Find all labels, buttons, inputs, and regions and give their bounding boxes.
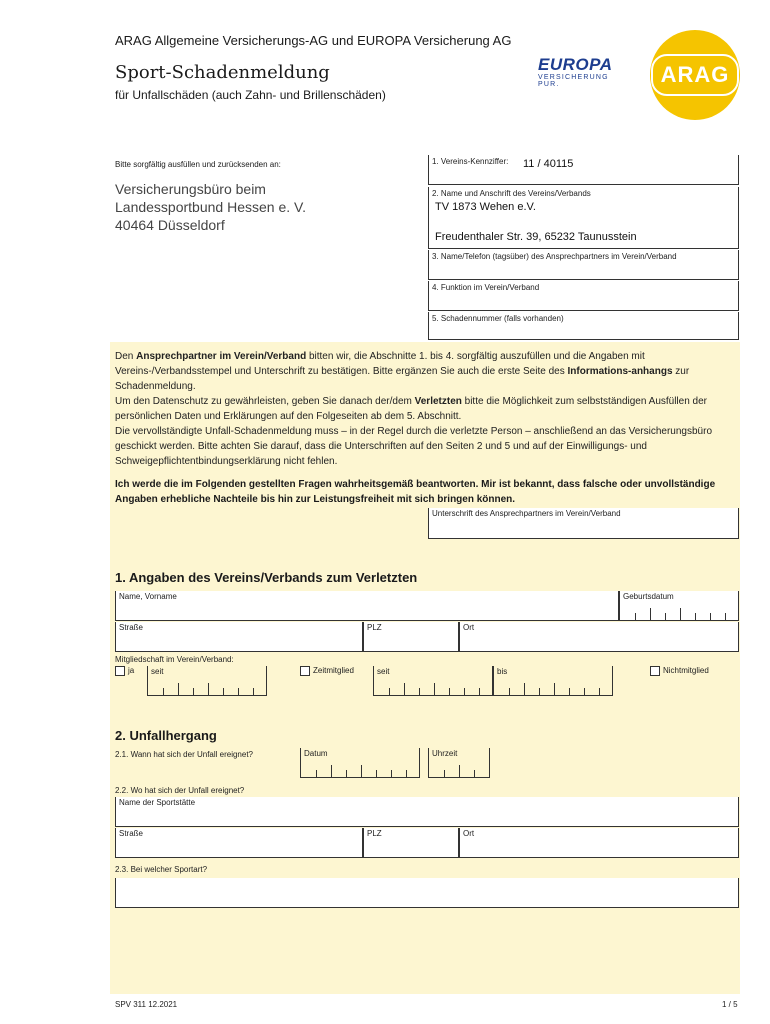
- info-paragraph-3: Die vervollständigte Unfall-Schadenmeldung muss – in der Regel durch die verletzte Person – anschließend an das Versicherungsbüro geschickt werden. Bitte achten Sie darauf, dass die Unterschriften auf den Seiten 2 und 5 und auf der Einwilligungs- und Schweigepflichtentbindungserklärung nicht fehlen.: [115, 426, 713, 467]
- signature-label: Unterschrift des Ansprechpartners im Verein/Verband: [432, 509, 621, 518]
- injured-street-field[interactable]: [115, 622, 363, 652]
- injured-ort-label: Ort: [463, 623, 475, 632]
- nichtmitglied-checkbox[interactable]: [650, 666, 660, 676]
- injured-name-label: Name, Vorname: [119, 592, 177, 601]
- birth-date-field[interactable]: [619, 591, 739, 621]
- recipient-line-3: 40464 Düsseldorf: [115, 217, 225, 233]
- member-since-field[interactable]: [147, 666, 267, 696]
- europa-logo-word: EUROPA: [538, 55, 613, 74]
- company-line: ARAG Allgemeine Versicherungs-AG und EUROPA Versicherung AG: [115, 33, 512, 48]
- club-name-address-label: 2. Name und Anschrift des Vereins/Verbands: [432, 189, 591, 198]
- temp-member-until-label: bis: [497, 667, 508, 676]
- question-2-1: 2.1. Wann hat sich der Unfall ereignet?: [115, 750, 254, 759]
- club-function-label: 4. Funktion im Verein/Verband: [432, 283, 540, 292]
- page-number: 1 / 5: [722, 1000, 738, 1009]
- info-paragraph-2: Um den Datenschutz zu gewährleisten, geben Sie danach der/dem Verletzten bitte die Möglichkeit zum selbstständigen Ausfüllen der persönlichen Daten und Erklärungen auf den Folgeseiten ab dem 5. Abschnitt.: [115, 396, 708, 422]
- form-subtitle: für Unfallschäden (auch Zahn- und Brillenschäden): [115, 88, 386, 102]
- membership-nicht-option[interactable]: [650, 666, 709, 676]
- accident-time-label: Uhrzeit: [432, 749, 458, 758]
- temp-member-since-label: seit: [377, 667, 390, 676]
- sports-venue-label: Name der Sportstätte: [119, 798, 196, 807]
- ja-checkbox[interactable]: [115, 666, 125, 676]
- club-id-field[interactable]: [428, 155, 739, 185]
- injured-street-label: Straße: [119, 623, 144, 632]
- club-function-field[interactable]: [428, 281, 739, 311]
- club-name-address-field[interactable]: [428, 187, 739, 249]
- zeitmitglied-checkbox[interactable]: [300, 666, 310, 676]
- injured-plz-field[interactable]: [363, 622, 459, 652]
- accident-date-ticks: [301, 769, 419, 777]
- temp-member-since-field[interactable]: [373, 666, 493, 696]
- sport-type-field[interactable]: [115, 878, 739, 908]
- venue-plz-field[interactable]: [363, 828, 459, 858]
- signature-field[interactable]: [428, 508, 739, 539]
- declaration-text: Ich werde die im Folgenden gestellten Fragen wahrheitsgemäß beantworten. Mir ist bekannt, dass falsche oder unvollständige Angaben erhebliche Nachteile bis hin zur Leistungsfreiheit mit sich bringen können.: [115, 479, 716, 505]
- membership-label: Mitgliedschaft im Verein/Verband:: [115, 655, 234, 664]
- membership-zeit-option[interactable]: [300, 666, 354, 676]
- injured-plz-label: PLZ: [367, 623, 382, 632]
- recipient-label: Bitte sorgfältig ausfüllen und zurücksenden an:: [115, 160, 281, 169]
- venue-plz-label: PLZ: [367, 829, 382, 838]
- club-address-value: Freudenthaler Str. 39, 65232 Taunusstein: [435, 231, 637, 243]
- club-name-value: TV 1873 Wehen e.V.: [435, 201, 536, 213]
- birth-date-ticks: [620, 612, 738, 620]
- question-2-3: 2.3. Bei welcher Sportart?: [115, 865, 208, 874]
- claim-number-label: 5. Schadennummer (falls vorhanden): [432, 314, 564, 323]
- venue-ort-label: Ort: [463, 829, 475, 838]
- accident-date-field[interactable]: [300, 748, 420, 778]
- contact-person-field[interactable]: [428, 250, 739, 280]
- ja-label: ja: [128, 666, 135, 676]
- section-2-heading: 2. Unfallhergang: [115, 728, 217, 743]
- europa-logo: [538, 56, 626, 88]
- temp-until-ticks: [494, 687, 612, 695]
- info-paragraph-1: Den Ansprechpartner im Verein/Verband bitten wir, die Abschnitte 1. bis 4. sorgfältig auszufüllen und die Angaben mit Vereins-/Verbandsstempel und Unterschrift zu bestätigen. Bitte ergänzen Sie auch die erste Seite des Informations-anhangs zur Schadenmeldung.: [115, 351, 690, 392]
- arag-logo-word: ARAG: [651, 54, 740, 96]
- club-id-label: 1. Vereins-Kennziffer:: [432, 157, 509, 166]
- accident-time-field[interactable]: [428, 748, 490, 778]
- accident-date-label: Datum: [304, 749, 328, 758]
- venue-ort-field[interactable]: [459, 828, 739, 858]
- form-code: SPV 311 12.2021: [115, 1000, 178, 1009]
- temp-since-ticks: [374, 687, 492, 695]
- question-2-2: 2.2. Wo hat sich der Unfall ereignet?: [115, 786, 245, 795]
- europa-logo-tagline: VERSICHERUNG PUR.: [538, 74, 609, 88]
- recipient-line-1: Versicherungsbüro beim: [115, 181, 266, 197]
- form-title: Sport-Schadenmeldung: [115, 62, 330, 83]
- member-since-label: seit: [151, 667, 164, 676]
- member-since-ticks: [148, 687, 266, 695]
- temp-member-until-field[interactable]: [493, 666, 613, 696]
- claim-number-field[interactable]: [428, 312, 739, 340]
- venue-street-label: Straße: [119, 829, 144, 838]
- club-id-value: 11 / 40115: [523, 158, 574, 170]
- injured-ort-field[interactable]: [459, 622, 739, 652]
- venue-street-field[interactable]: [115, 828, 363, 858]
- contact-person-label: 3. Name/Telefon (tagsüber) des Ansprechpartners im Verein/Verband: [432, 252, 677, 261]
- nichtmitglied-label: Nichtmitglied: [663, 666, 709, 676]
- membership-ja-option[interactable]: [115, 666, 134, 676]
- birth-date-label: Geburtsdatum: [623, 592, 674, 601]
- accident-time-ticks: [429, 769, 489, 777]
- info-text: [115, 349, 735, 469]
- injured-name-field[interactable]: [115, 591, 619, 621]
- arag-logo: [650, 30, 740, 120]
- sports-venue-field[interactable]: [115, 797, 739, 827]
- recipient-address: [115, 180, 306, 234]
- recipient-line-2: Landessportbund Hessen e. V.: [115, 199, 306, 215]
- section-1-heading: 1. Angaben des Vereins/Verbands zum Verletzten: [115, 570, 418, 585]
- zeitmitglied-label: Zeitmitglied: [313, 666, 354, 676]
